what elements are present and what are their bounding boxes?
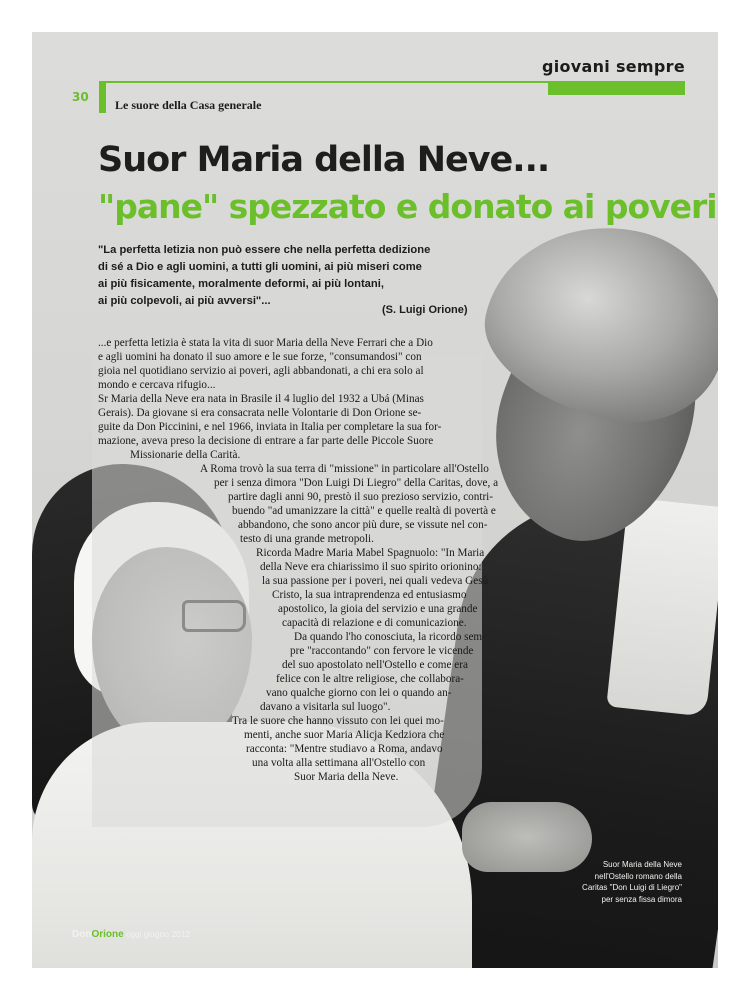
quote-line: ai più colpevoli, ai più avversi"... (98, 295, 271, 307)
photo-caption (542, 859, 682, 905)
body-line: testo di una grande metropoli. (240, 533, 374, 545)
caption-line: Suor Maria della Neve (602, 860, 682, 869)
brand-orione: Orione (91, 929, 124, 940)
kicker: Le suore della Casa generale (115, 98, 262, 112)
body-line: davano a visitarla sul luogo". (260, 701, 391, 713)
body-line: e agli uomini ha donato il suo amore e le sue forze, "consumandosi" con (98, 351, 422, 363)
section-tab (548, 81, 685, 95)
body-line: per i senza dimora "Don Luigi Di Liegro" della Caritas, dove, a (214, 477, 499, 489)
body-line: menti, anche suor Maria Alicja Kedziora che (244, 729, 445, 741)
page-footer (72, 929, 190, 940)
body-line: capacità di relazione e di comunicazione. (282, 617, 467, 629)
body-line: racconta: "Mentre studiavo a Roma, andavo (246, 743, 443, 755)
body-line: Gerais). Da giovane si era consacrata nelle Volontarie di Don Orione se- (98, 407, 422, 419)
body-line: Missionarie della Carità. (130, 449, 241, 461)
article-title: Suor Maria della Neve... (98, 140, 550, 180)
body-line: pre "raccontando" con fervore le vicende (290, 645, 474, 657)
body-line: A Roma trovò la sua terra di "missione" in particolare all'Ostello (200, 463, 489, 475)
body-line: Cristo, la sua intraprendenza ed entusiasmo (272, 589, 467, 601)
body-line: Suor Maria della Neve. (294, 771, 399, 783)
brand-tagline: oggi (126, 930, 142, 939)
article-body (32, 337, 718, 817)
section-label: giovani sempre (541, 57, 685, 76)
body-line: buendo "ad umanizzare la città" e quelle realtà di povertà e (232, 505, 496, 517)
caption-line: nell'Ostello romano della (594, 871, 682, 881)
body-line: guite da Don Piccinini, e nel 1966, inviata in Italia per completare la sua for- (98, 421, 442, 433)
body-line: ...e perfetta letizia è stata la vita di suor Maria della Neve Ferrari che a Dio (98, 337, 433, 349)
body-line: Ricorda Madre Maria Mabel Spagnuolo: "In Maria (256, 547, 485, 559)
kicker-bar (99, 81, 106, 113)
body-line: la sua passione per i poveri, nei quali vedeva Gesù (262, 575, 489, 587)
quote-attribution: (S. Luigi Orione) (382, 304, 468, 316)
page-number: 30 (72, 90, 89, 104)
body-line: apostolico, la gioia del servizio e una grande (278, 603, 478, 615)
brand-don: Don (72, 929, 92, 940)
caption-line: Caritas "Don Luigi di Liegro" (582, 883, 682, 892)
issue-date: giugno 2012 (143, 929, 191, 939)
body-line: mondo e cercava rifugio... (98, 379, 216, 391)
body-line: mazione, aveva preso la decisione di entrare a far parte delle Piccole Suore (98, 435, 434, 447)
body-line: Sr Maria della Neve era nata in Brasile il 4 luglio del 1932 a Ubá (Minas (98, 393, 424, 405)
body-line: Tra le suore che hanno vissuto con lei quei mo- (232, 715, 444, 727)
opening-quote (98, 242, 478, 310)
body-line: partire dagli anni 90, prestò il suo prezioso servizio, contri- (228, 491, 494, 503)
body-line: vano qualche giorno con lei o quando an- (266, 687, 452, 699)
quote-line: di sé a Dio e agli uomini, a tutti gli uomini, ai più miseri come (98, 261, 422, 273)
caption-line: per senza fissa dimora (601, 894, 682, 904)
body-line: abbandono, che sono ancor più dure, se vissute nel con- (238, 519, 488, 531)
quote-line: ai più fisicamente, moralmente deformi, ai più lontani, (98, 278, 384, 290)
body-line: Da quando l'ho conosciuta, la ricordo sem- (294, 631, 486, 643)
body-line: gioia nel quotidiano servizio ai poveri, agli abbandonati, a chi era solo al (98, 365, 424, 377)
article-subtitle: "pane" spezzato e donato ai poveri (98, 187, 717, 226)
body-line: della Neve era chiarissimo il suo spirito orionino: (260, 561, 482, 573)
quote-line: "La perfetta letizia non può essere che nella perfetta dedizione (98, 244, 431, 256)
magazine-page (32, 32, 718, 968)
body-line: del suo apostolato nell'Ostello e come era (282, 659, 468, 671)
body-line: felice con le altre religiose, che collabora- (276, 673, 464, 685)
body-line: una volta alla settimana all'Ostello con (252, 757, 426, 769)
